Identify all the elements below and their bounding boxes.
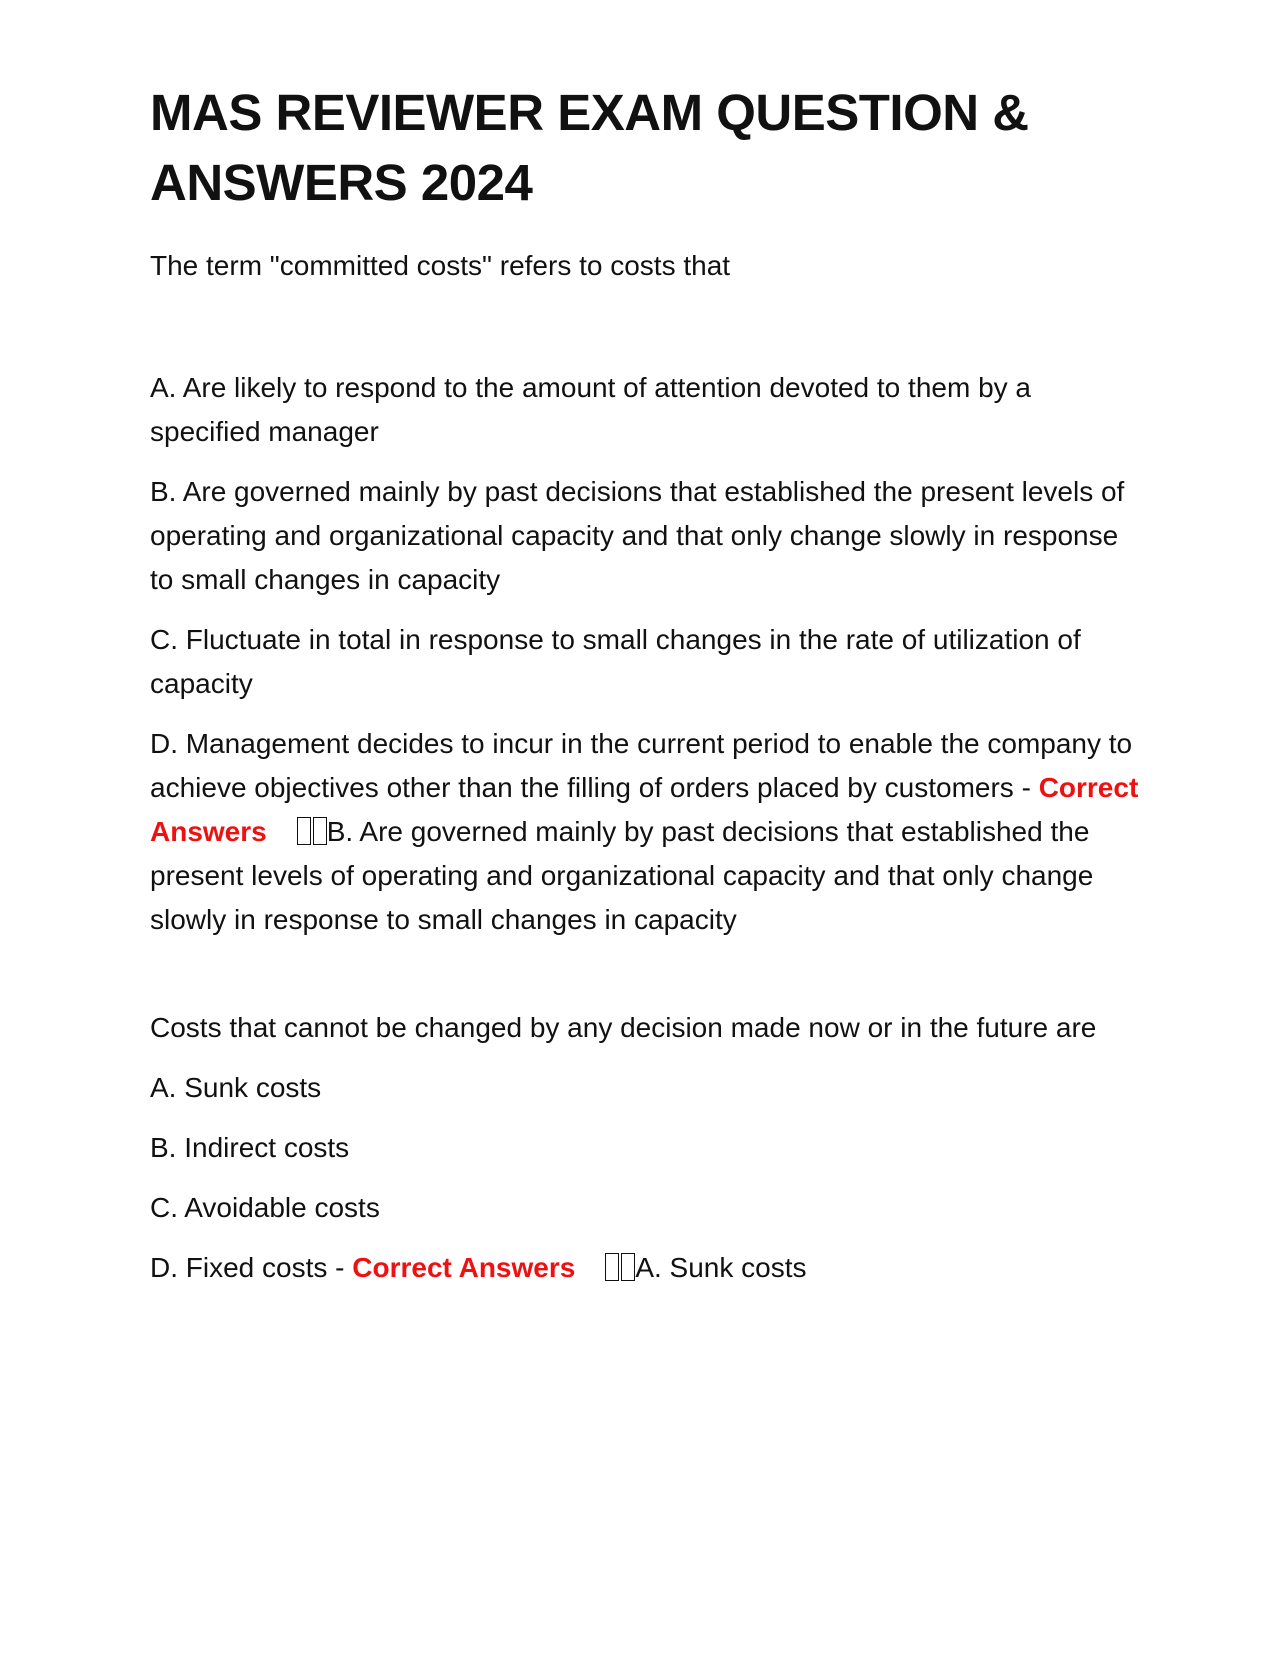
question-1 (150, 244, 1140, 942)
question-1-option-d-with-answer (150, 722, 1140, 942)
question-2-prompt: Costs that cannot be changed by any decision made now or in the future are (150, 1012, 1097, 1043)
question-1-option-a: A. Are likely to respond to the amount of attention devoted to them by a specified manager (150, 372, 1031, 447)
question-1-answer-text: B. Are governed mainly by past decisions that established the present levels of operating and organizational capacity and that only change slowly in response to small changes in capacity (150, 816, 1094, 935)
question-2-option-d-with-answer (150, 1246, 1140, 1290)
question-1-prompt: The term "committed costs" refers to costs that (150, 250, 731, 281)
question-2 (150, 1006, 1140, 1290)
question-2-answer-text: A. Sunk costs (635, 1252, 807, 1283)
document-title: MAS REVIEWER EXAM QUESTION & ANSWERS 2024 (150, 84, 1029, 211)
document-page (150, 78, 1140, 1290)
question-2-option-c: C. Avoidable costs (150, 1192, 380, 1223)
question-1-option-c: C. Fluctuate in total in response to small changes in the rate of utilization of capacity (150, 624, 1081, 699)
question-1-option-d: D. Management decides to incur in the current period to enable the company to achieve objectives other than the filling of orders placed by customers - (150, 728, 1133, 803)
question-2-option-d: D. Fixed costs - (150, 1252, 353, 1283)
question-2-option-b: B. Indirect costs (150, 1132, 350, 1163)
question-2-option-a: A. Sunk costs (150, 1072, 322, 1103)
question-1-option-b: B. Are governed mainly by past decisions that established the present levels of operating and organizational capacity and that only change slowly in response to small changes in capacity (150, 476, 1125, 595)
missing-glyph-boxes-icon (297, 810, 327, 854)
question-1-answer-label: Correct Answers (150, 772, 1139, 847)
question-2-answer-label: Correct Answers (352, 1252, 576, 1283)
missing-glyph-boxes-icon (605, 1246, 635, 1290)
